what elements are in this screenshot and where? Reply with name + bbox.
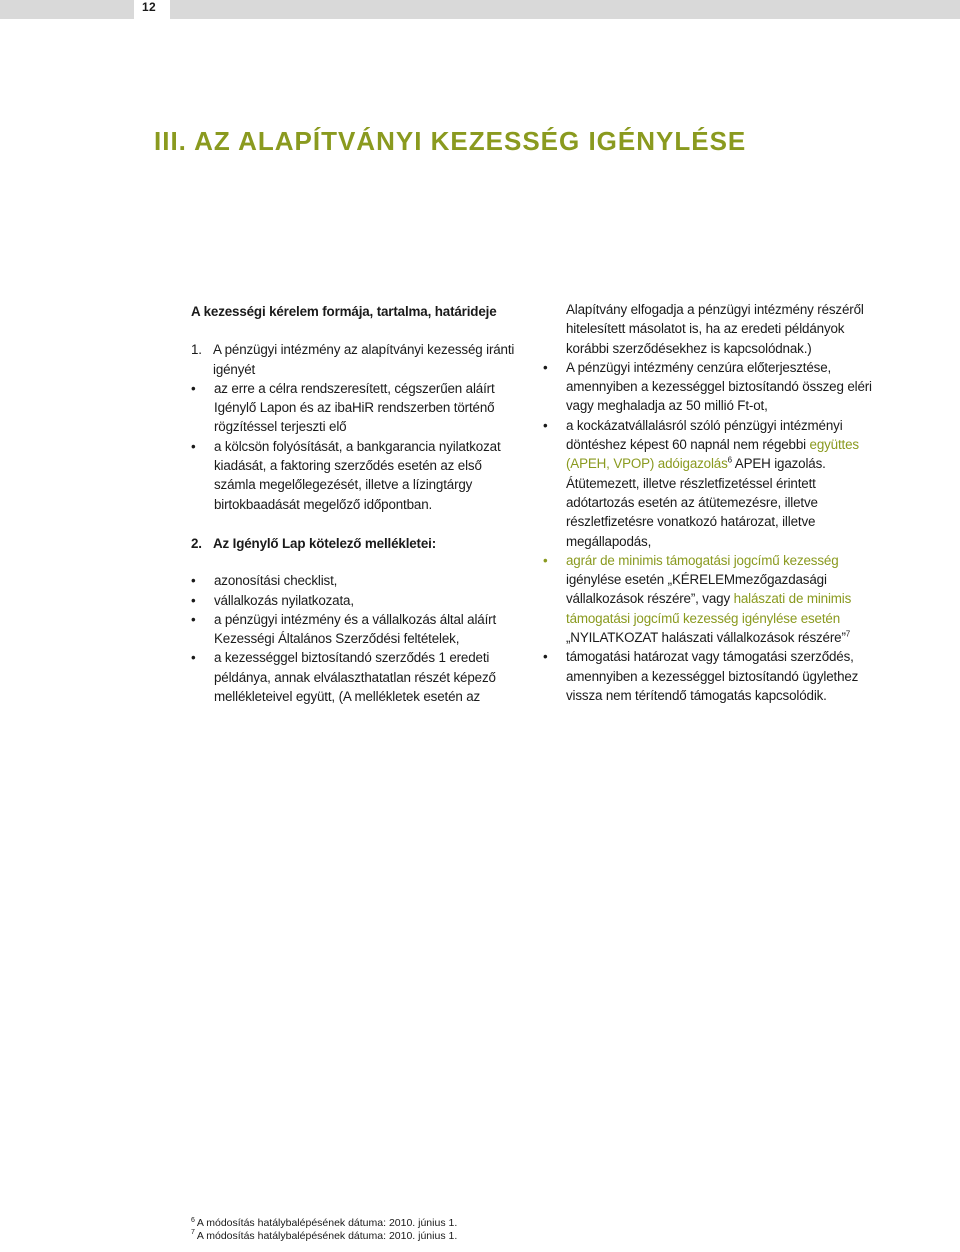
list-item-continuation: Átütemezett, illetve részletfizetéssel érintett adótartozás esetén az átütemezésre, illetve részletfizetésre vonatkozó határozat, illetve megállapodás, — [566, 475, 818, 549]
section-title: III. AZ ALAPÍTVÁNYI KEZESSÉG IGÉNYLÉSE — [154, 126, 747, 156]
left-column — [191, 302, 521, 706]
list-item: • agrár de minimis támogatási jogcímű kezesség igénylése esetén „KÉRELEMmezőgazdasági vállalkozások részére”, vagy halászati de minimis támogatási jogcímű kezesség igénylése esetén „NYILATKOZAT halászati vállalkozások részére”$^7$ — [543, 552, 852, 646]
item-text: A pénzügyi intézmény az alapítványi kezesség iránti igényét — [213, 342, 515, 377]
list-item: • a kezességgel biztosítandó szerződés 1 eredeti példánya, annak elválaszthatatlan részét képező mellékleteivel együtt, (A mellékletek esetén az — [191, 650, 496, 705]
bullet-icon: • — [543, 359, 548, 375]
highlighted-text: együttes (APEH, VPOP) adóigazolás — [566, 437, 859, 472]
bullet-icon: • — [543, 552, 548, 568]
footnotes — [191, 1217, 457, 1242]
bullet-icon: • — [191, 380, 196, 396]
right-column — [543, 300, 873, 705]
bullet-icon: • — [191, 438, 196, 454]
subheading: A kezességi kérelem formája, tartalma, határideje — [191, 304, 497, 319]
list-item: • A pénzügyi intézmény cenzúra előterjesztése, amennyiben a kezességgel biztosítandó összeg eléri vagy meghaladja az 50 millió Ft-ot, — [543, 359, 872, 414]
footnote-ref: 6 — [727, 455, 732, 465]
list-item: • a pénzügyi intézmény és a vállalkozás által aláírt Kezességi Általános Szerződési feltételek, — [191, 611, 497, 647]
item-number: 2. — [191, 535, 202, 551]
footnote: $^6$ A módosítás hatálybalépésének dátuma: 2010. június 1. — [191, 1216, 458, 1229]
list-item: • támogatási határozat vagy támogatási szerződés, amennyiben a kezességgel biztosítandó ügylethez vissza nem térítendő támogatás kapcsolódik. — [543, 649, 859, 703]
list-item: • az erre a célra rendszeresített, cégszerűen aláírt Igénylő Lapon és az ibaHiR rendszerben történő rögzítéssel terjeszti elő — [191, 380, 495, 435]
bullet-icon: • — [543, 417, 548, 433]
bullet-icon: • — [191, 592, 196, 608]
highlighted-text: agrár de minimis támogatási jogcímű kezesség — [566, 552, 839, 568]
bullet-icon: • — [191, 611, 196, 627]
item-heading: Az Igénylő Lap kötelező mellékletei: — [213, 535, 437, 551]
page-number: 12 — [142, 0, 156, 14]
bullet-icon: • — [191, 650, 196, 666]
list-item: • a kockázatvállalásról szóló pénzügyi intézményi döntéshez képest 60 napnál nem régebbi együttes (APEH, VPOP) adóigazolás$^6$ APEH igazolás. — [543, 417, 859, 472]
footnote-ref: 7 — [845, 629, 851, 639]
numbered-item-1 — [191, 340, 521, 379]
list-item: • a kölcsön folyósítását, a bankgarancia nyilatkozat kiadását, a faktoring szerződés esetén az első számla megelőlegezését, illetve a lízingtárgy birtokbaadását megelőző időpontban. — [191, 438, 501, 512]
bullet-icon: • — [543, 649, 548, 665]
highlighted-text: halászati de minimis támogatási jogcímű kezesség igénylése esetén — [566, 591, 852, 626]
list-item: • vállalkozás nyilatkozata, — [191, 591, 521, 610]
bullet-icon: • — [191, 573, 196, 589]
list-item: • azonosítási checklist, — [191, 571, 521, 590]
item-number: 1. — [191, 342, 202, 358]
numbered-item-2 — [191, 534, 521, 553]
continuation-text: Alapítvány elfogadja a pénzügyi intézmény részéről hitelesített másolatot is, ha az eredeti példányok korábbi szerződésekhez is kapcsolódnak.) — [566, 302, 864, 356]
footnote: $^7$ A módosítás hatálybalépésének dátuma: 2010. június 1. — [191, 1229, 458, 1242]
